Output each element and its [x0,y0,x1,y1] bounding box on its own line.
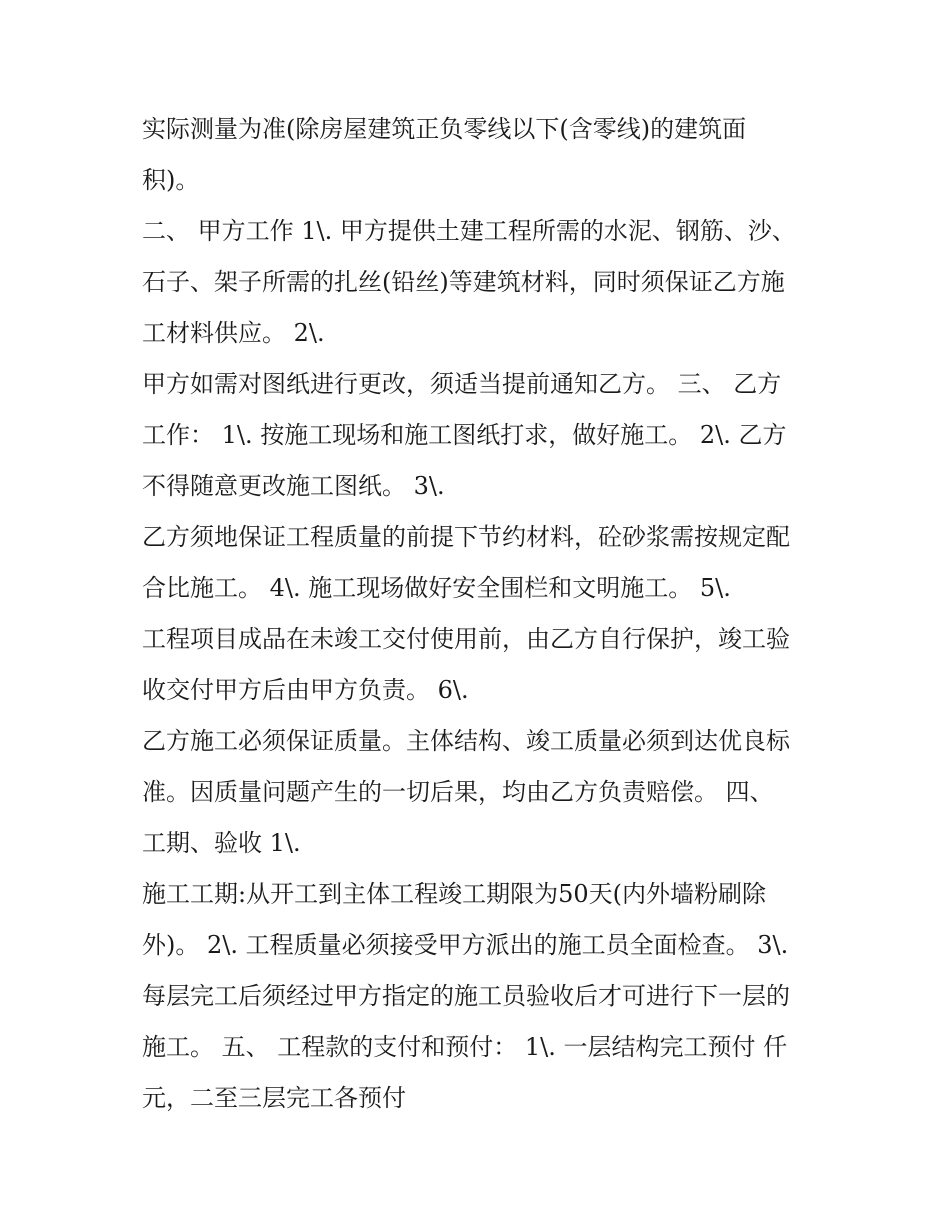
text-line: 工材料供应。 2\. [142,319,325,347]
text-line: 石子、架子所需的扎丝(铅丝)等建筑材料，同时须保证乙方施 [142,268,785,296]
text-line: 积)。 [142,166,200,194]
text-line: 不得随意更改施工图纸。 3\. [142,472,445,500]
text-line: 施工工期:从开工到主体工程竣工期限为50天(内外墙粉刷除 [142,880,766,908]
text-line: 乙方须地保证工程质量的前提下节约材料，砼砂浆需按规定配 [142,523,790,551]
document-body [142,104,832,1124]
text-line: 工程项目成品在未竣工交付使用前，由乙方自行保护，竣工验 [142,625,790,653]
text-line: 每层完工后须经过甲方指定的施工员验收后才可进行下一层的 [142,982,790,1010]
text-line: 二、 甲方工作 1\. 甲方提供土建工程所需的水泥、钢筋、沙、 [142,217,796,245]
text-line: 工期、验收 1\. [142,829,301,857]
text-line: 合比施工。 4\. 施工现场做好安全围栏和文明施工。 5\. [142,574,731,602]
text-line: 实际测量为准(除房屋建筑正负零线以下(含零线)的建筑面 [142,115,747,143]
text-line: 准。因质量问题产生的一切后果，均由乙方负责赔偿。 四、 [142,778,774,806]
text-line: 收交付甲方后由甲方负责。 6\. [142,676,469,704]
text-line: 元，二至三层完工各预付 [142,1084,406,1112]
text-line: 甲方如需对图纸进行更改，须适当提前通知乙方。 三、 乙方 [142,370,782,398]
text-line: 乙方施工必须保证质量。主体结构、竣工质量必须到达优良标 [142,727,790,755]
text-line: 施工。 五、 工程款的支付和预付： 1\. 一层结构完工预付 仟 [142,1033,788,1061]
text-line: 工作： 1\. 按施工现场和施工图纸打求，做好施工。 2\. 乙方 [142,421,787,449]
text-line: 外)。 2\. 工程质量必须接受甲方派出的施工员全面检查。 3\. [142,931,789,959]
